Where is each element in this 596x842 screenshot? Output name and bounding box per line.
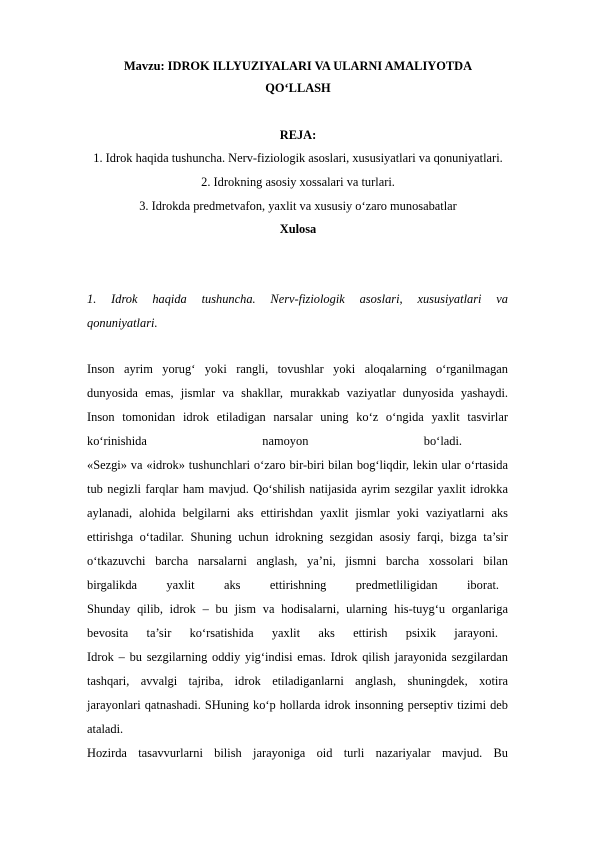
plan-item-1: 1. Idrok haqida tushuncha. Nerv-fiziologik asoslari, xususiyatlari va qonuniyatlari. (93, 151, 503, 165)
body-line: Idrok – bu sezgilarning oddiy yig‘indisi emas. Idrok qilish jarayonida sezgilardan (87, 650, 508, 664)
body-line: jarayonlari qatnashadi. SHuning ko‘p hollarda idrok insonning perseptiv tizimi deb (87, 698, 508, 712)
body-line: Inson tomonidan idrok etiladigan narsalar uning ko‘z o‘ngida yaxlit tasvirlar (87, 410, 508, 424)
body-line: Shunday qilib, idrok – bu jism va hodisalarni, ularning his-tuyg‘u organlariga (87, 602, 508, 616)
body-line: birgalikda yaxlit aks ettirishning predmetliligidan iborat. (87, 578, 499, 592)
body-line: aylanadi, alohida belgilarni aks ettirishdan yaxlit jismlar yoki vaziyatlarni aks (87, 506, 508, 520)
section-heading-line-1: 1. Idrok haqida tushuncha. Nerv-fiziologik asoslari, xususiyatlari va (87, 292, 508, 306)
plan-heading: REJA: (279, 128, 317, 142)
body-line: «Sezgi» va «idrok» tushunchlari o‘zaro bir-biri bilan bog‘liqdir, lekin ular o‘rtasida (87, 458, 508, 472)
body-line: ettirishga o‘tadilar. Shuning uchun idrokning sezgidan asosiy farqi, bizga ta’sir (87, 530, 508, 544)
body-line: bevosita ta’sir ko‘rsatishida yaxlit aks ettirish psixik jarayoni. (87, 626, 498, 640)
body-line: Inson ayrim yorug‘ yoki rangli, tovushlar yoki aloqalarning o‘rganilmagan (87, 362, 508, 376)
body-line: dunyosida emas, jismlar va shakllar, murakkab vaziyatlar dunyosida yashaydi. (87, 386, 508, 400)
plan-conclusion: Xulosa (279, 222, 317, 236)
body-line: tashqari, avvalgi tajriba, idrok etiladiganlarni anglash, shuningdek, xotira (87, 674, 508, 688)
section-heading-line-2: qonuniyatlari. (87, 316, 158, 330)
body-line: Hozirda tasavvurlarni bilish jarayoniga oid turli nazariyalar mavjud. Bu (87, 746, 508, 760)
body-line: tub negizli farqlar ham mavjud. Qo‘shilish natijasida ayrim sezgilar yaxlit idrokka (87, 482, 508, 496)
body-line: o‘tkazuvchi barcha narsalarni anglash, ya’ni, jismni barcha xossolari bilan (87, 554, 508, 568)
title-line-1: Mavzu: IDROK ILLYUZIYALARI VA ULARNI AMALIYOTDA (123, 59, 473, 73)
body-line: ko‘rinishida namoyon bo‘ladi. (87, 434, 462, 448)
body-line: ataladi. (87, 722, 124, 736)
plan-item-2: 2. Idrokning asosiy xossalari va turlari. (201, 175, 395, 189)
title-line-2: QO‘LLASH (265, 81, 331, 95)
plan-item-3: 3. Idrokda predmetvafon, yaxlit va xususiy o‘zaro munosabatlar (139, 199, 457, 213)
